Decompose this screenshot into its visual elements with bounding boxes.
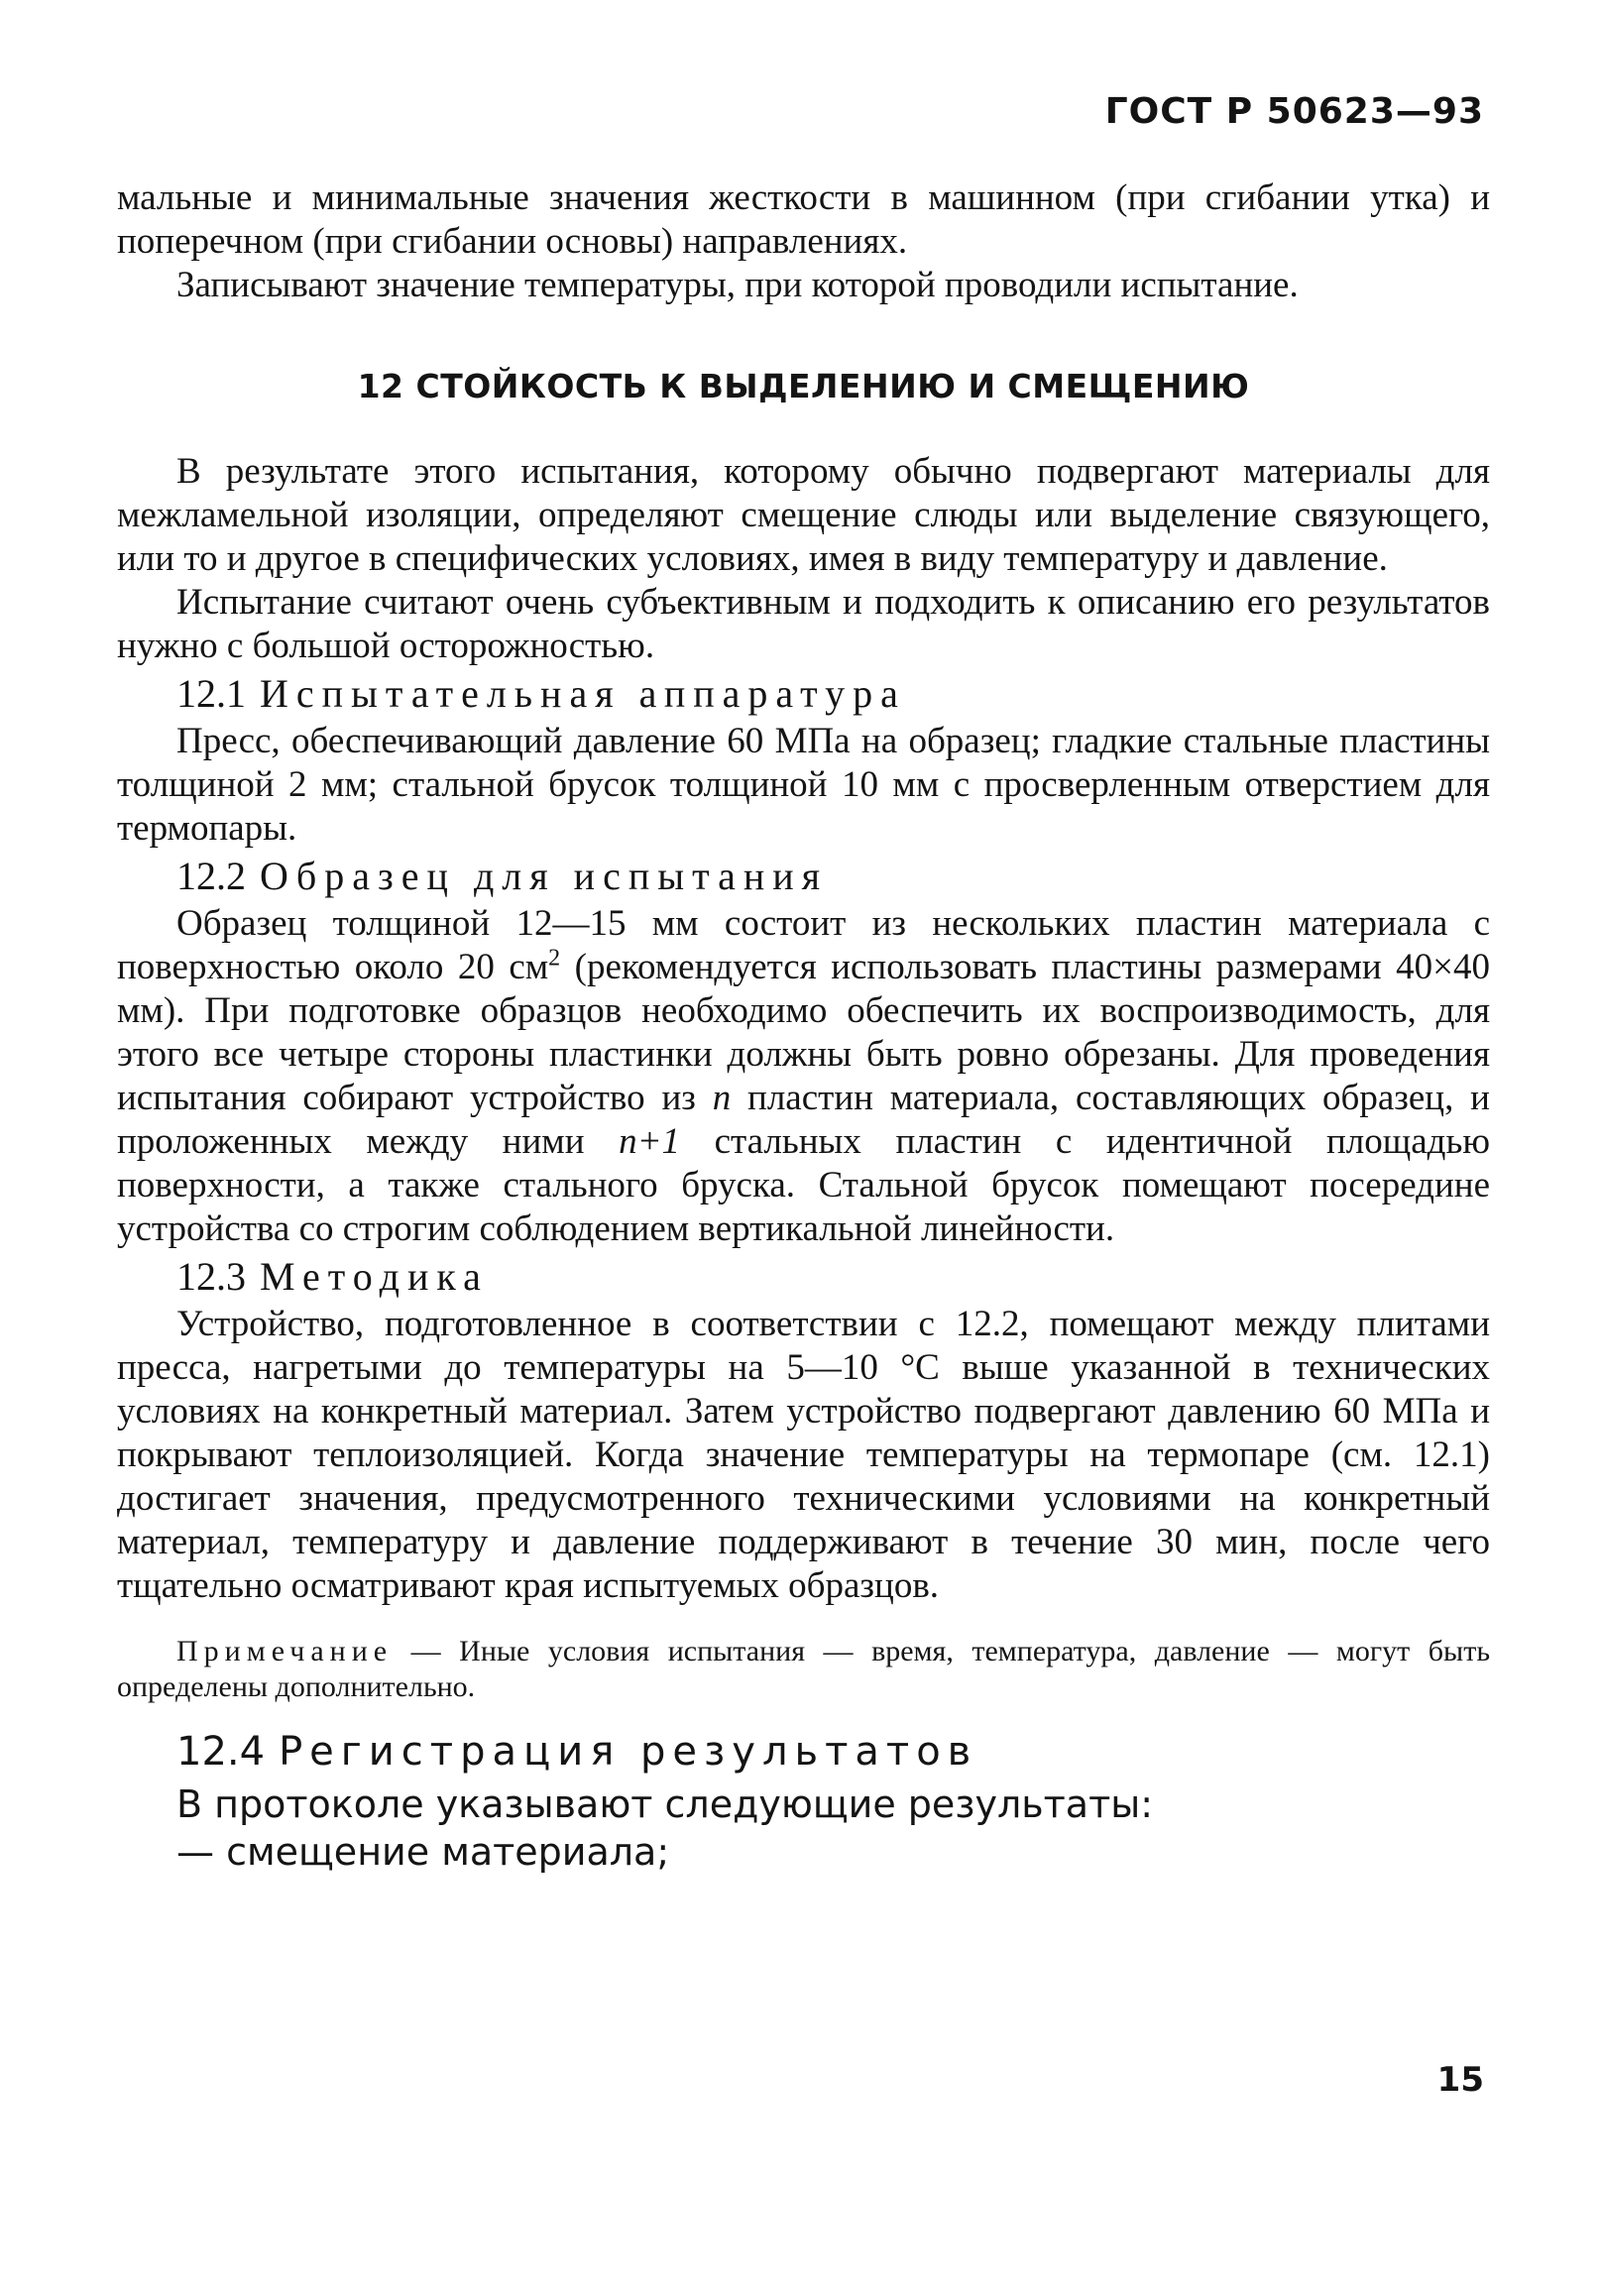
intro-paragraph-2: Записывают значение температуры, при которой проводили испытание. [176,265,1299,305]
section-paragraph-1: В результате этого испытания, которому обычно подвергают материалы для межламельной изоляции, определяют смещение слюды или выделение связующего, или то и другое в специфических условиях, имея в виду температуру и давление. [117,451,1490,579]
variable-n-plus-1: n+1 [619,1121,681,1162]
subsection-12-2-text [117,902,1490,1251]
subsection-title: Образец для испытания [260,854,829,898]
subsection-number: 12.3 [176,1254,246,1299]
section-paragraph-2: Испытание считают очень субъективным и подходить к описанию его результатов нужно с большой осторожностью. [117,582,1490,666]
text-part: (рекомендуется использовать пластины размерами 40×40 мм). При подготовке образцов необходимо обеспечить их воспроизводимость, для этого все четыре стороны пластинки должны быть ровно обрезаны. Для проведения испытания собирают устройство из [117,947,1491,1118]
text-part: Образец толщиной 12—15 мм состоит из нескольких пластин материала с поверхностью около 20 см [117,903,1490,987]
subsection-number: 12.1 [176,671,246,716]
text-part: стальных пластин с идентичной площадью поверхности, а также стального бруска. Стальной брусок помещают посередине устройства со строгим соблюдением вертикальной линейности. [117,1121,1491,1249]
note-text: — Иные условия испытания — время, температура, давление — могут быть определены дополнительно. [117,1635,1490,1703]
subsection-12-4-line-2: — смещение материала; [176,1830,670,1874]
page-number: 15 [1436,2060,1484,2100]
section-title: 12 СТОЙКОСТЬ К ВЫДЕЛЕНИЮ И СМЕЩЕНИЮ [357,367,1250,405]
subsection-12-3-text: Устройство, подготовленное в соответствии с 12.2, помещают между плитами пресса, нагретыми до температуры на 5—10 °С выше указанной в технических условиях на конкретный материал. Затем устройство подвергают давлению 60 МПа и покрывают теплоизоляцией. Когда значение температуры на термопаре (см. 12.1) достигает значения, предусмотренного техническими условиями на конкретный материал, температуру и давление поддерживают в течение 30 мин, после чего тщательно осматривают края испытуемых образцов. [117,1304,1490,1606]
page-content [117,176,1490,1876]
document-code-header: ГОСТ Р 50623—93 [1104,91,1484,132]
subsection-title: Методика [260,1254,489,1299]
subsection-12-4-heading [176,1727,1490,1777]
text-part: пластин материала, составляющих образец, и проложенных между ними [117,1078,1490,1162]
subsection-title: Испытательная аппаратура [260,671,906,716]
variable-n: n [712,1078,732,1118]
note [117,1634,1490,1705]
subsection-12-3-heading [176,1253,1490,1301]
subsection-title: Регистрация результатов [279,1729,978,1775]
note-label: Примечание [176,1635,394,1667]
subsection-12-1-text: Пресс, обеспечивающий давление 60 МПа на образец; гладкие стальные пластины толщиной 2 мм; стальной брусок толщиной 10 мм с просверленным отверстием для термопары. [117,721,1490,849]
subsection-12-2-heading [176,853,1490,900]
subsection-number: 12.2 [176,854,246,898]
subsection-12-4-line-1: В протоколе указывают следующие результаты: [176,1782,1154,1826]
subsection-number: 12.4 [176,1729,266,1775]
superscript: 2 [548,945,561,972]
subsection-12-1-heading [176,670,1490,718]
intro-paragraph-1: мальные и минимальные значения жесткости в машинном (при сгибании утка) и поперечном (при сгибании основы) направлениях. [117,177,1490,262]
